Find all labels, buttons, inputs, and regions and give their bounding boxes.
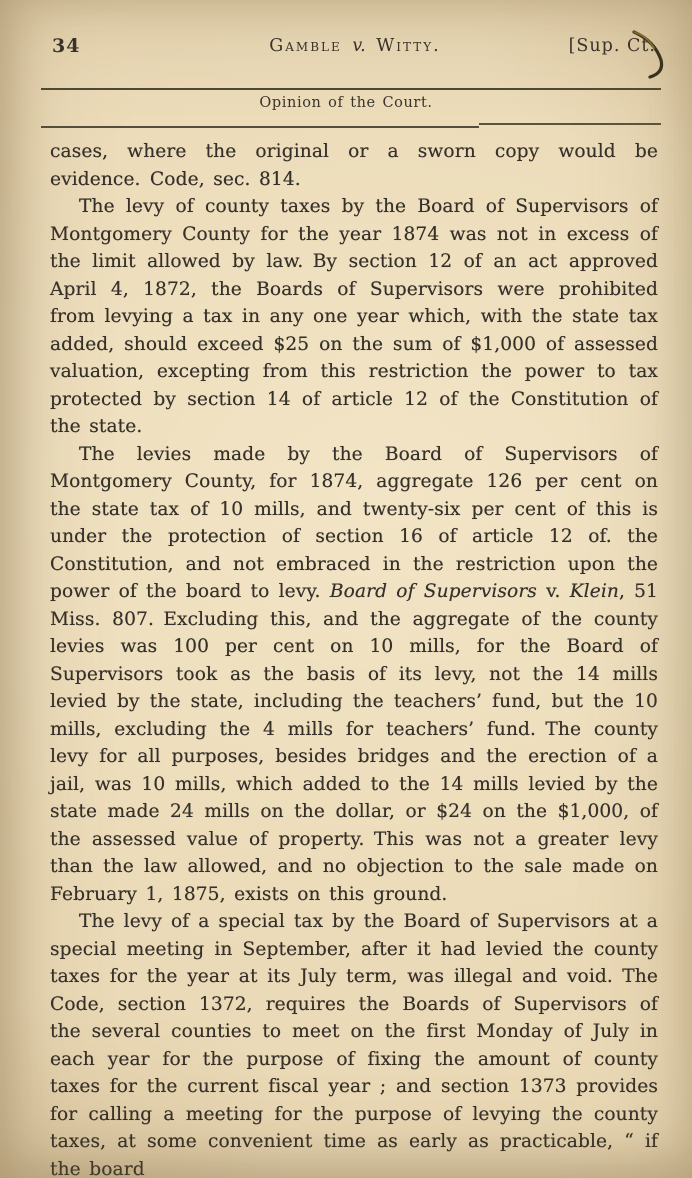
divider-rule-top <box>41 88 661 90</box>
paragraph-text: cases, where the original or a sworn copy would be evidence. Code, sec. 814. <box>50 141 658 190</box>
divider-rule-bottom-right <box>479 123 661 125</box>
paragraph-text: The levies made by the Board of Supervisors of Montgomery County, for 1874, aggregate 126 per cent on the state tax of 10 mills, and twenty-six per cent of this is under the protection of section 16 of article 12 of. the Constitution, and not embraced in the restriction upon the power of the board to levy. <box>50 443 658 602</box>
page-header <box>50 34 660 64</box>
case-name-right: Witty. <box>376 36 441 56</box>
paragraph-text: , 51 Miss. 807. Excluding this, and the aggregate of the county levies was 100 per cent on 10 mills, for the Board of Supervisors took as the basis of its levy, not the 14 mills levied by the state, including the teachers’ fund, but the 10 mills, excluding the 4 mills for teachers’ fund. The county levy for all purposes, besides bridges and the erection of a jail, was 10 mills, which added to the 14 mills levied by the state made 24 mills on the dollar, or $24 on the $1,000, of the assessed value of property. This was not a greater levy than the law allowed, and no objection to the sale made on February 1, 1875, exists on this ground. <box>50 581 658 905</box>
paragraph-text: v. <box>536 581 570 602</box>
paragraph <box>50 138 658 193</box>
paragraph-text: The levy of county taxes by the Board of Supervisors of Montgomery County for the year 1874 was not in excess of the limit allowed by law. By section 12 of an act approved April 4, 1872, the Boards of Supervisors were prohibited from levying a tax in any one year which, with the state tax added, should exceed $25 on the sum of $1,000 of assessed valuation, excepting from this restriction the power to tax protected by section 14 of article 12 of the Constitution of the state. <box>50 196 658 437</box>
paragraph <box>50 908 658 1178</box>
citation-italic: Board of Supervisors <box>329 581 537 602</box>
page-body <box>50 138 658 1178</box>
court-edition-label: [Sup. Ct. <box>568 36 656 56</box>
divider-rule-bottom-left <box>41 126 479 128</box>
page-number: 34 <box>52 35 81 57</box>
citation-italic: Klein <box>569 581 619 602</box>
paragraph <box>50 193 658 441</box>
versus-abbreviation: v. <box>352 36 366 56</box>
paragraph-text: The levy of a special tax by the Board of Supervisors at a special meeting in September, after it had levied the county taxes for the year at its July term, was illegal and void. The Code, section 1372, requires the Boards of Supervisors of the several counties to meet on the first Monday of July in each year for the purpose of fixing the amount of county taxes for the current fiscal year ; and section 1373 provides for calling a meeting for the purpose of levying the county taxes, at some convenient time as early as practicable, “ if the board <box>50 911 658 1178</box>
paragraph <box>50 441 658 909</box>
running-head: Opinion of the Court. <box>259 95 433 111</box>
case-name-left: Gamble <box>269 36 342 56</box>
